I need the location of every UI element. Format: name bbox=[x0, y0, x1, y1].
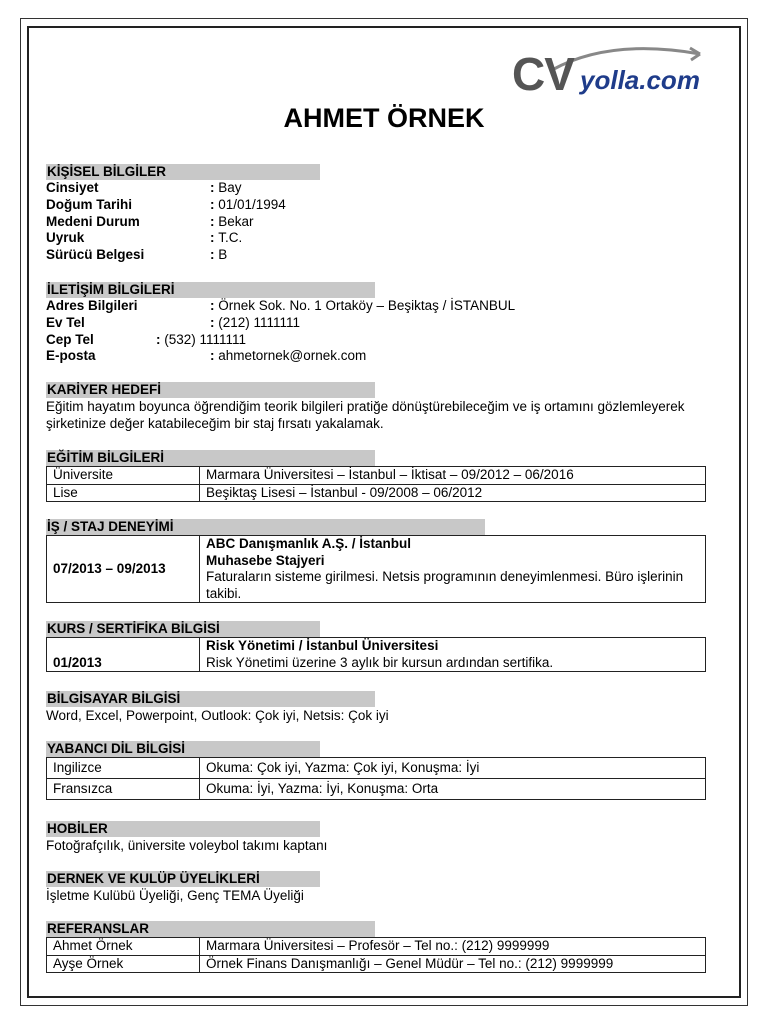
table-cell: Beşiktaş Lisesi – İstanbul - 09/2008 – 06/2012 bbox=[200, 484, 706, 502]
section-languages bbox=[46, 741, 706, 800]
table-row bbox=[47, 536, 706, 603]
section-education bbox=[46, 450, 706, 502]
section-contact bbox=[46, 282, 706, 365]
table-cell: Marmara Üniversitesi – İstanbul – İktisat – 09/2012 – 06/2016 bbox=[200, 467, 706, 485]
table-row bbox=[47, 467, 706, 485]
info-value: : Örnek Sok. No. 1 Ortaköy – Beşiktaş / İSTANBUL bbox=[210, 298, 515, 315]
section-clubs bbox=[46, 871, 706, 904]
section-heading: HOBİLER bbox=[46, 821, 320, 837]
course-title: Risk Yönetimi / İstanbul Üniversitesi bbox=[206, 638, 439, 653]
table-row bbox=[47, 938, 706, 956]
info-key: Adres Bilgileri bbox=[46, 298, 138, 313]
table-cell: Örnek Finans Danışmanlığı – Genel Müdür – Tel no.: (212) 9999999 bbox=[200, 955, 706, 973]
info-value: : 01/01/1994 bbox=[210, 197, 286, 214]
section-computer bbox=[46, 691, 706, 724]
info-key: Medeni Durum bbox=[46, 213, 140, 229]
course-detail bbox=[200, 638, 706, 672]
cvyolla-logo bbox=[510, 44, 720, 104]
section-career bbox=[46, 382, 706, 432]
computer-text: Word, Excel, Powerpoint, Outlook: Çok iyi, Netsis: Çok iyi bbox=[46, 708, 389, 723]
info-row bbox=[46, 315, 706, 332]
table-cell: Üniversite bbox=[47, 467, 200, 485]
section-personal bbox=[46, 164, 706, 264]
table-cell: Marmara Üniversitesi – Profesör – Tel no.: (212) 9999999 bbox=[200, 938, 706, 956]
section-heading: İLETİŞİM BİLGİLERİ bbox=[46, 282, 375, 298]
table-cell: Ayşe Örnek bbox=[47, 955, 200, 973]
table-row bbox=[47, 779, 706, 800]
info-row bbox=[46, 247, 706, 264]
info-key: Cinsiyet bbox=[46, 180, 99, 195]
career-text: Eğitim hayatım boyunca öğrendiğim teorik bilgileri pratiğe dönüştürebileceğim ve iş ortamını gözlemleyerek şirketinize değer katabileceğim bir staj fırsatı yakalamak. bbox=[46, 399, 685, 431]
section-heading: EĞİTİM BİLGİLERİ bbox=[46, 450, 375, 466]
info-row bbox=[46, 197, 706, 214]
table-cell: Okuma: İyi, Yazma: İyi, Konuşma: Orta bbox=[200, 779, 706, 800]
info-value: : Bekar bbox=[210, 214, 254, 231]
clubs-text: İşletme Kulübü Üyeliği, Genç TEMA Üyeliği bbox=[46, 888, 304, 903]
section-heading: REFERANSLAR bbox=[46, 921, 375, 937]
table-cell: Okuma: Çok iyi, Yazma: Çok iyi, Konuşma: İyi bbox=[200, 758, 706, 779]
section-heading: KURS / SERTİFİKA BİLGİSİ bbox=[46, 621, 320, 637]
course-date: 01/2013 bbox=[47, 638, 200, 672]
table-row bbox=[47, 955, 706, 973]
education-table bbox=[46, 466, 706, 502]
personal-rows bbox=[46, 180, 706, 264]
course-desc: Risk Yönetimi üzerine 3 aylık bir kursun ardından sertifika. bbox=[206, 654, 554, 670]
section-experience bbox=[46, 519, 706, 603]
table-cell: Ingilizce bbox=[47, 758, 200, 779]
page-title: AHMET ÖRNEK bbox=[283, 103, 485, 133]
info-value: : (212) 1111111 bbox=[210, 315, 300, 332]
table-cell: Ahmet Örnek bbox=[47, 938, 200, 956]
section-heading: DERNEK VE KULÜP ÜYELİKLERİ bbox=[46, 871, 320, 887]
info-key: Uyruk bbox=[46, 230, 85, 246]
info-row bbox=[46, 230, 706, 247]
languages-table bbox=[46, 757, 706, 800]
info-value: : Bay bbox=[210, 180, 242, 197]
info-key: Cep Tel bbox=[46, 331, 94, 347]
hobbies-text: Fotoğrafçılık, üniversite voleybol takımı kaptanı bbox=[46, 838, 328, 853]
info-key: Ev Tel bbox=[46, 314, 85, 330]
info-value: : T.C. bbox=[210, 230, 242, 247]
info-row bbox=[46, 298, 706, 315]
section-heading: YABANCI DİL BİLGİSİ bbox=[46, 741, 320, 757]
references-table bbox=[46, 937, 706, 973]
experience-date: 07/2013 – 09/2013 bbox=[47, 536, 200, 603]
experience-desc: Faturaların sisteme girilmesi. Netsis programının deneyimlenmesi. Büro işlerinin takibi. bbox=[206, 569, 684, 601]
info-row bbox=[46, 214, 706, 231]
info-value: : (532) 1111111 bbox=[156, 332, 246, 349]
table-row bbox=[47, 758, 706, 779]
info-row bbox=[46, 332, 706, 349]
experience-company: ABC Danışmanlık A.Ş. / İstanbul bbox=[206, 536, 412, 551]
table-row bbox=[47, 638, 706, 672]
table-cell: Fransızca bbox=[47, 779, 200, 800]
info-value: : ahmetornek@ornek.com bbox=[210, 348, 366, 365]
courses-table bbox=[46, 637, 706, 672]
info-value: : B bbox=[210, 247, 227, 264]
section-heading: BİLGİSAYAR BİLGİSİ bbox=[46, 691, 375, 707]
experience-table bbox=[46, 535, 706, 603]
info-key: Sürücü Belgesi bbox=[46, 247, 145, 263]
info-row bbox=[46, 348, 706, 365]
table-row bbox=[47, 484, 706, 502]
info-key: E-posta bbox=[46, 348, 96, 364]
logo-domain-text: yolla.com bbox=[580, 65, 700, 95]
section-heading: KARİYER HEDEFİ bbox=[46, 382, 375, 398]
section-hobbies bbox=[46, 821, 706, 854]
info-key: Doğum Tarihi bbox=[46, 196, 132, 212]
section-references bbox=[46, 921, 706, 973]
info-row bbox=[46, 180, 706, 197]
experience-detail bbox=[200, 536, 706, 603]
table-cell: Lise bbox=[47, 484, 200, 502]
experience-role: Muhasebe Stajyeri bbox=[206, 552, 325, 568]
logo-cv-text: CV bbox=[512, 48, 574, 100]
section-heading: KİŞİSEL BİLGİLER bbox=[46, 164, 320, 180]
section-heading: İŞ / STAJ DENEYİMİ bbox=[46, 519, 485, 535]
section-courses bbox=[46, 621, 706, 672]
